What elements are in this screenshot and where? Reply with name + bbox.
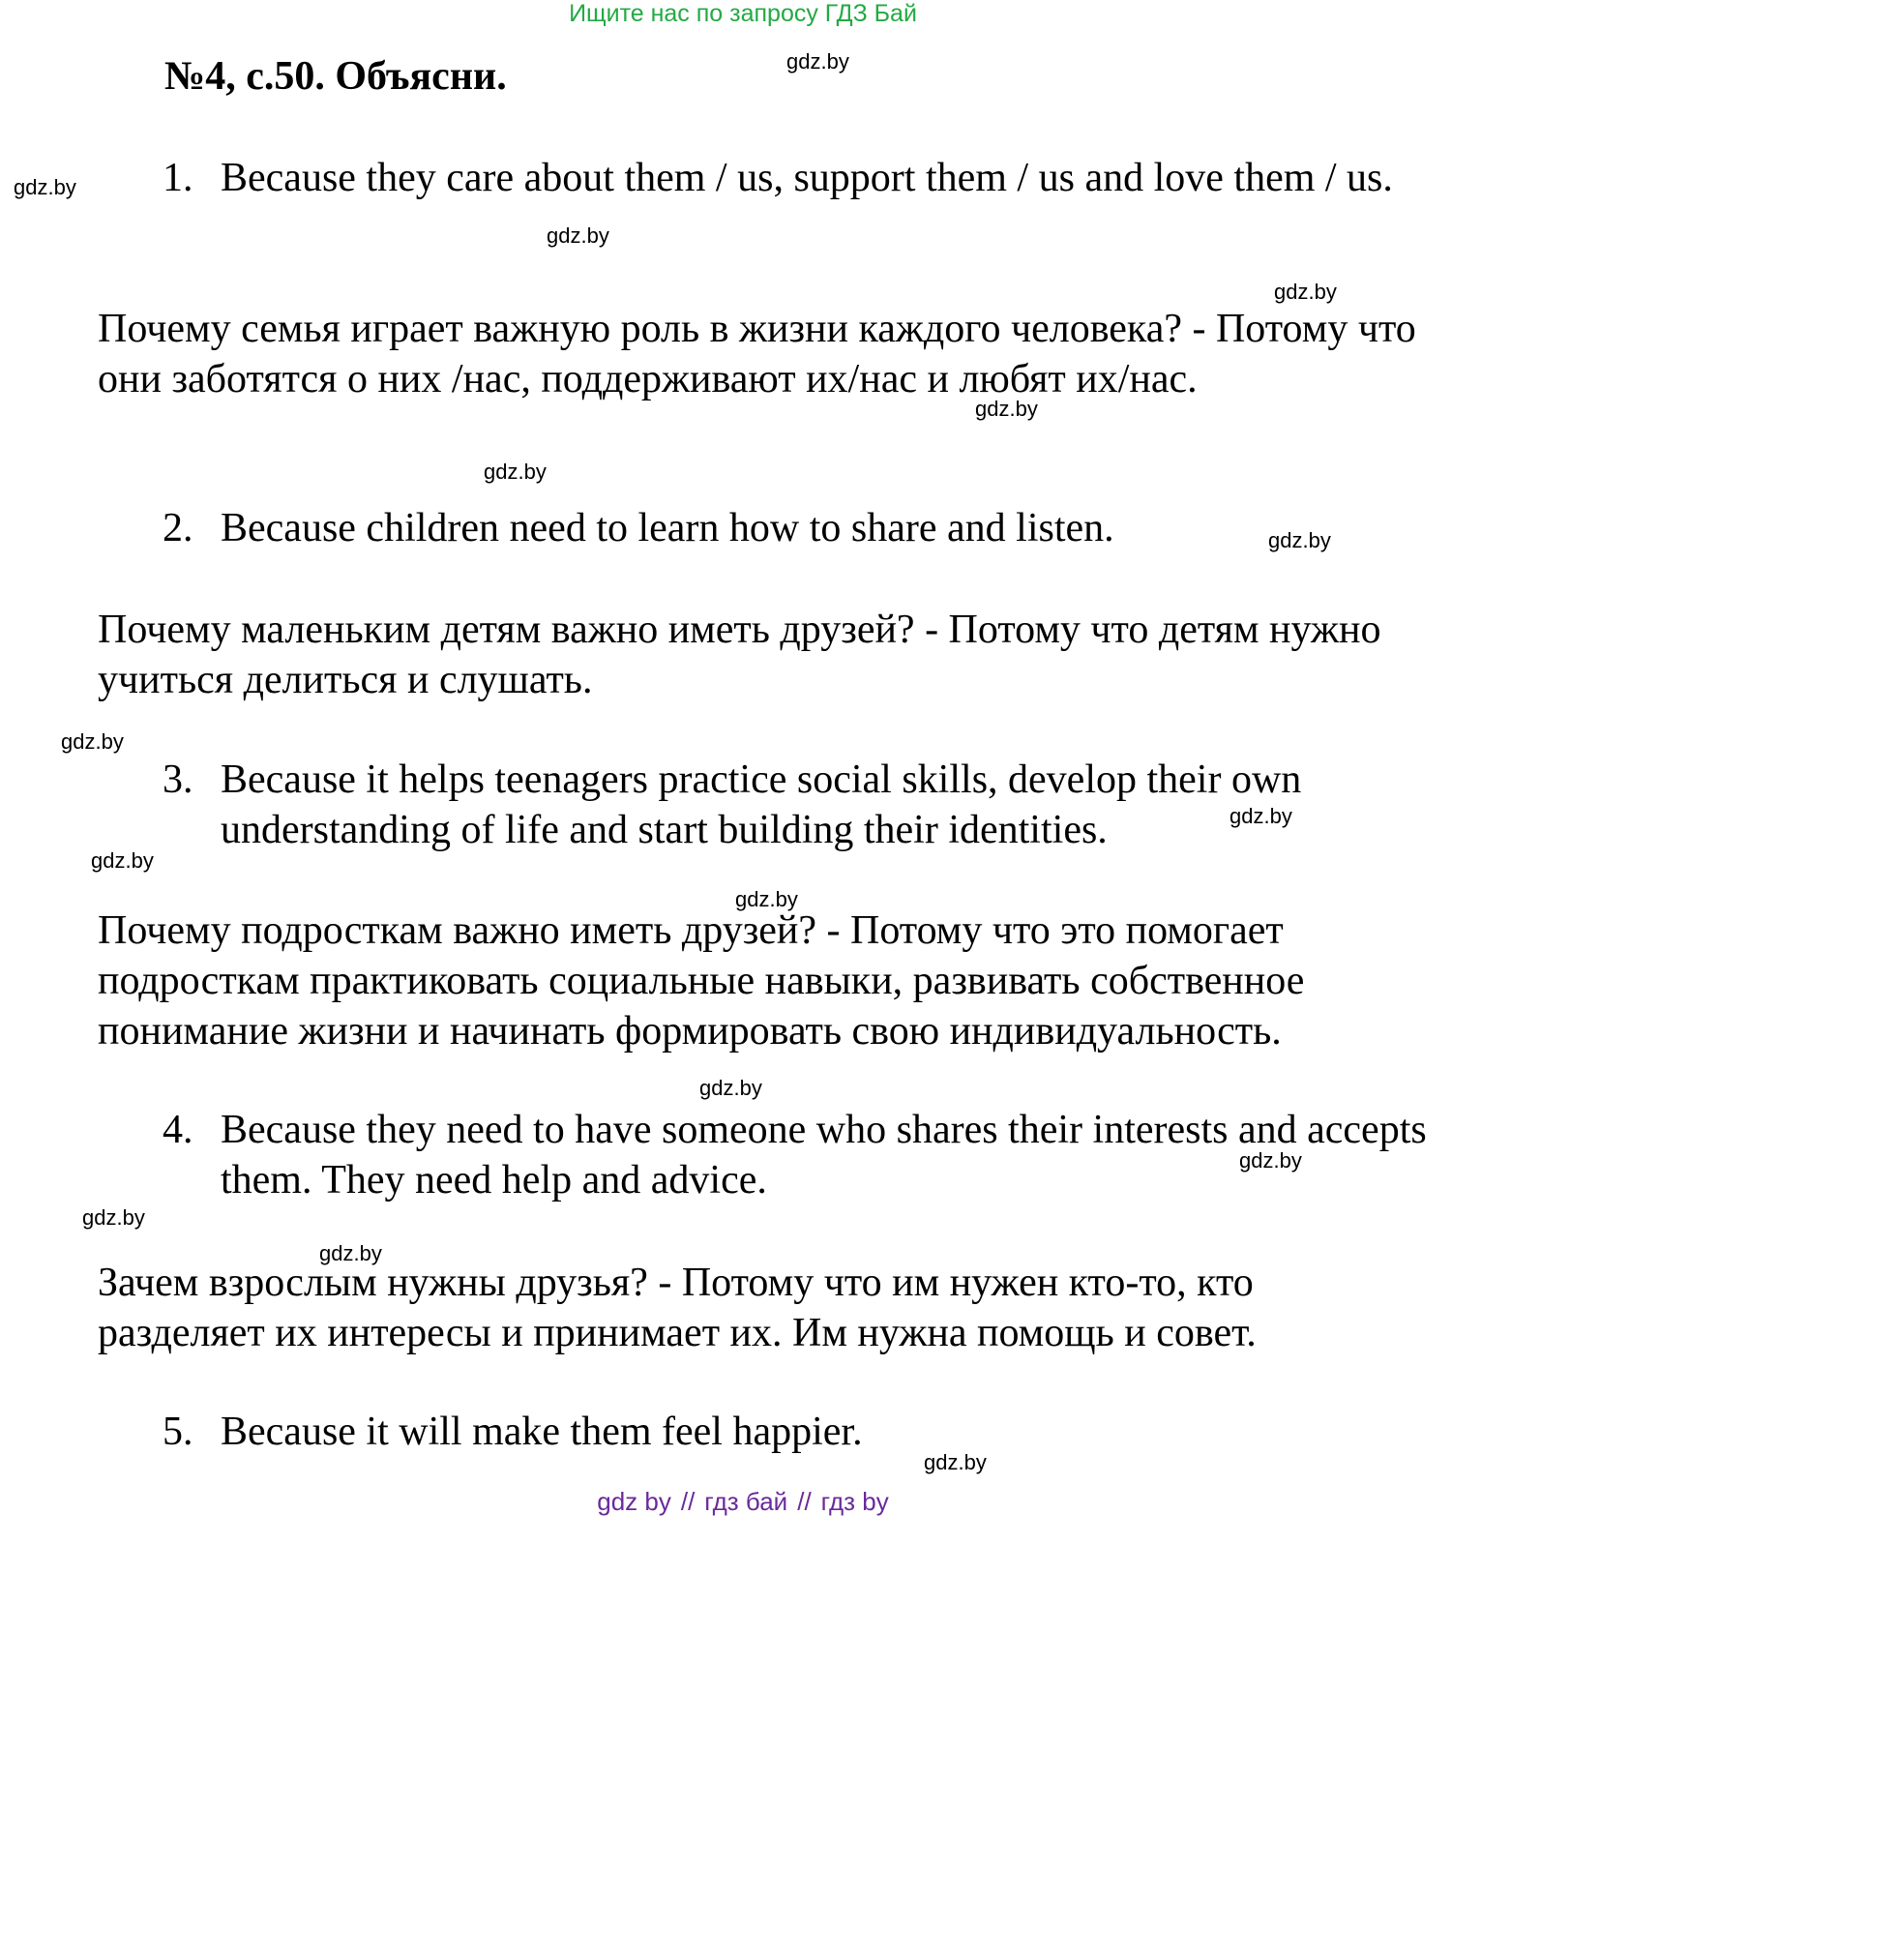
footer-separator: // [680, 1487, 696, 1516]
answer-item-2 [163, 503, 1430, 553]
translation-4: Зачем взрослым нужны друзья? - Потому что им нужен кто-то, кто разделяет их интересы и принимает их. Им нужна помощь и совет. [98, 1261, 1257, 1355]
watermark: gdz.by [1229, 804, 1292, 828]
watermark: gdz.by [1274, 280, 1337, 304]
item-number: 3. [163, 757, 193, 802]
footer-links [0, 1487, 1486, 1516]
item-english-text: Because it helps teenagers practice social skills, develop their own understanding of life and start building their identities. [221, 757, 1302, 852]
watermark: gdz.by [735, 887, 798, 911]
item-number: 2. [163, 506, 193, 550]
answer-item-1 [163, 153, 1430, 203]
watermark: gdz.by [14, 175, 76, 199]
translation-2: Почему маленьким детям важно иметь друзей? - Потому что детям нужно учиться делиться и слушать. [98, 608, 1381, 702]
watermark: gdz.by [319, 1241, 382, 1265]
item-number: 4. [163, 1108, 193, 1152]
top-banner[interactable]: Ищите нас по запросу ГДЗ Бай [569, 0, 917, 27]
item-number: 5. [163, 1410, 193, 1454]
watermark: gdz.by [484, 460, 547, 484]
watermark: gdz.by [924, 1450, 987, 1474]
item-number: 1. [163, 156, 193, 200]
watermark: gdz.by [547, 223, 609, 248]
watermark: gdz.by [82, 1205, 145, 1230]
watermark: gdz.by [1268, 528, 1331, 552]
item-english-text: Because children need to learn how to share and listen. [221, 506, 1114, 550]
watermark: gdz.by [786, 49, 849, 74]
watermark: gdz.by [91, 848, 154, 873]
item-english-text: Because they care about them / us, support them / us and love them / us. [221, 156, 1393, 200]
page-title: №4, с.50. Объясни. [164, 54, 507, 99]
watermark: gdz.by [975, 397, 1038, 421]
footer-separator: // [797, 1487, 812, 1516]
item-english-text: Because they need to have someone who shares their interests and accepts them. They need help and advice. [221, 1108, 1427, 1203]
footer-link-gdz-by-ru[interactable]: гдз by [820, 1487, 889, 1516]
item-english-text: Because it will make them feel happier. [221, 1410, 863, 1454]
translation-3: Почему подросткам важно иметь друзей? - Потому что это помогает подросткам практиковать социальные навыки, развивать собственное понимание жизни и начинать формировать свою индивидуальность. [98, 908, 1305, 1054]
watermark: gdz.by [699, 1076, 762, 1100]
translation-1: Почему семья играет важную роль в жизни каждого человека? - Потому что они заботятся о них /нас, поддерживают их/нас и любят их/нас. [98, 307, 1416, 401]
footer-link-gdz-bai[interactable]: гдз бай [704, 1487, 788, 1516]
watermark: gdz.by [1239, 1148, 1302, 1173]
answer-item-5 [163, 1407, 1430, 1457]
footer-link-gdz-by[interactable]: gdz by [597, 1487, 671, 1516]
watermark: gdz.by [61, 729, 124, 754]
